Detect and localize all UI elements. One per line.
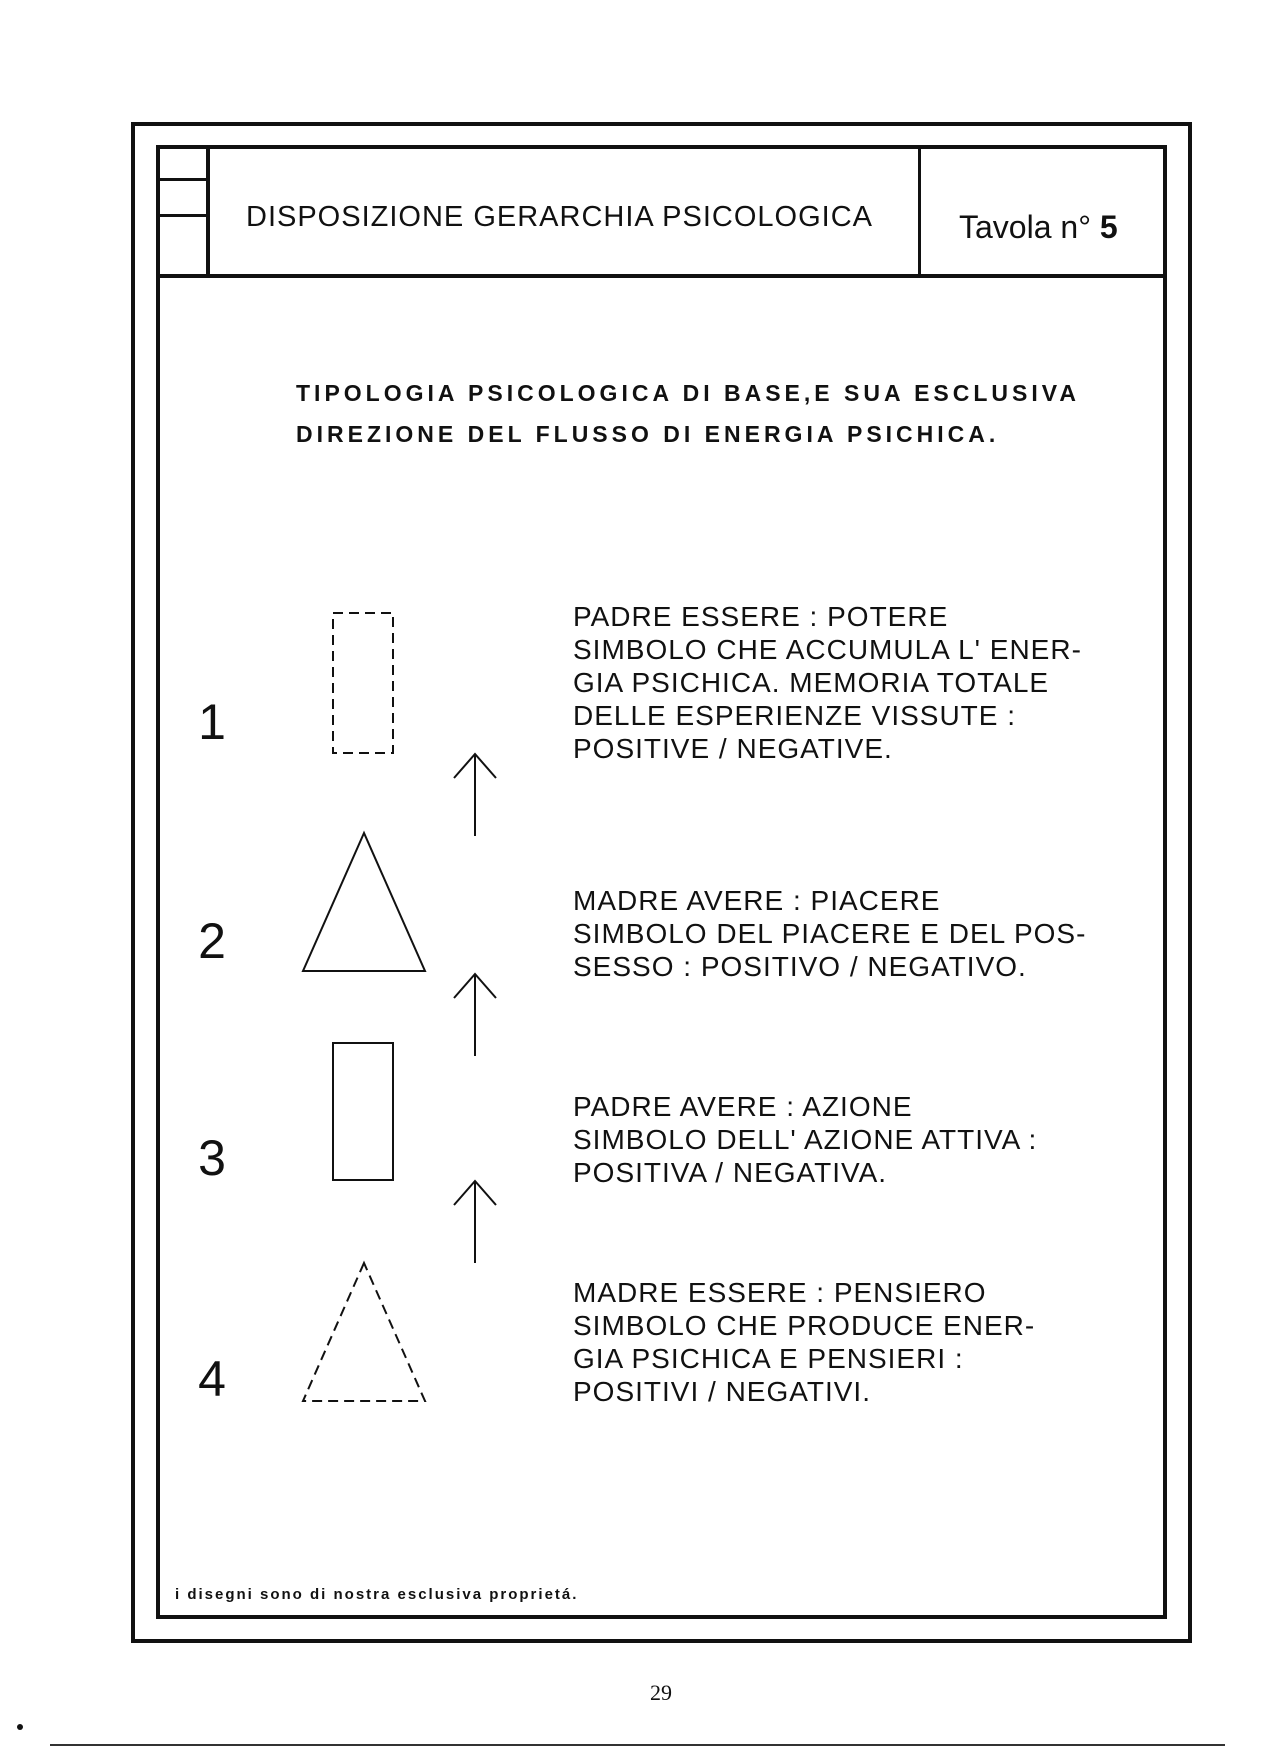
tavola-label: [959, 209, 1118, 246]
desc-line: SIMBOLO CHE PRODUCE ENER-: [573, 1310, 1036, 1341]
dashed-triangle-icon: [300, 1260, 430, 1405]
header-corner-tick: [160, 178, 208, 181]
desc-line: DELLE ESPERIENZE VISSUTE :: [573, 700, 1017, 731]
desc-line: SIMBOLO CHE ACCUMULA L' ENER-: [573, 634, 1082, 665]
item-number: 2: [198, 913, 226, 969]
desc-line: GIA PSICHICA E PENSIERI :: [573, 1343, 964, 1374]
desc-line: GIA PSICHICA. MEMORIA TOTALE: [573, 667, 1050, 698]
item-number: 1: [198, 694, 226, 750]
header-right-divider: [918, 149, 921, 274]
item-description: [573, 600, 1082, 765]
desc-line: MADRE AVERE : PIACERE: [573, 885, 941, 916]
desc-line: POSITIVI / NEGATIVI.: [573, 1376, 871, 1407]
up-arrow-icon: [450, 750, 500, 840]
desc-line: POSITIVE / NEGATIVE.: [573, 733, 893, 764]
page-number: 29: [650, 1680, 672, 1705]
header-divider: [160, 274, 1163, 278]
item-number: 4: [198, 1351, 226, 1407]
bottom-rule: [50, 1744, 1225, 1746]
tavola-number: 5: [1099, 209, 1118, 245]
header-corner-tick: [160, 214, 208, 217]
desc-line: SIMBOLO DELL' AZIONE ATTIVA :: [573, 1124, 1038, 1155]
solid-triangle-icon: [300, 830, 430, 975]
tavola-label-text: Tavola n°: [959, 209, 1091, 245]
item-description: [573, 1276, 1035, 1408]
subtitle-line-2: DIREZIONE DEL FLUSSO DI ENERGIA PSICHICA.: [296, 421, 1000, 447]
item-description: [573, 884, 1086, 983]
desc-line: POSITIVA / NEGATIVA.: [573, 1157, 888, 1188]
desc-line: SIMBOLO DEL PIACERE E DEL POS-: [573, 918, 1087, 949]
up-arrow-icon: [450, 970, 500, 1060]
desc-line: PADRE AVERE : AZIONE: [573, 1091, 913, 1122]
dashed-rectangle-icon: [330, 610, 400, 760]
item-number: 3: [198, 1130, 226, 1186]
scan-mark: [17, 1724, 23, 1730]
solid-rectangle-icon: [330, 1040, 400, 1185]
up-arrow-icon: [450, 1177, 500, 1267]
subtitle-line-1: TIPOLOGIA PSICOLOGICA DI BASE,E SUA ESCLUSIVA: [296, 380, 1081, 406]
desc-line: MADRE ESSERE : PENSIERO: [573, 1277, 987, 1308]
header-left-divider: [206, 149, 210, 274]
desc-line: SESSO : POSITIVO / NEGATIVO.: [573, 951, 1027, 982]
copyright-note: i disegni sono di nostra esclusiva proprietá.: [175, 1586, 579, 1603]
desc-line: PADRE ESSERE : POTERE: [573, 601, 949, 632]
item-description: [573, 1090, 1037, 1189]
page-title: DISPOSIZIONE GERARCHIA PSICOLOGICA: [246, 201, 874, 233]
